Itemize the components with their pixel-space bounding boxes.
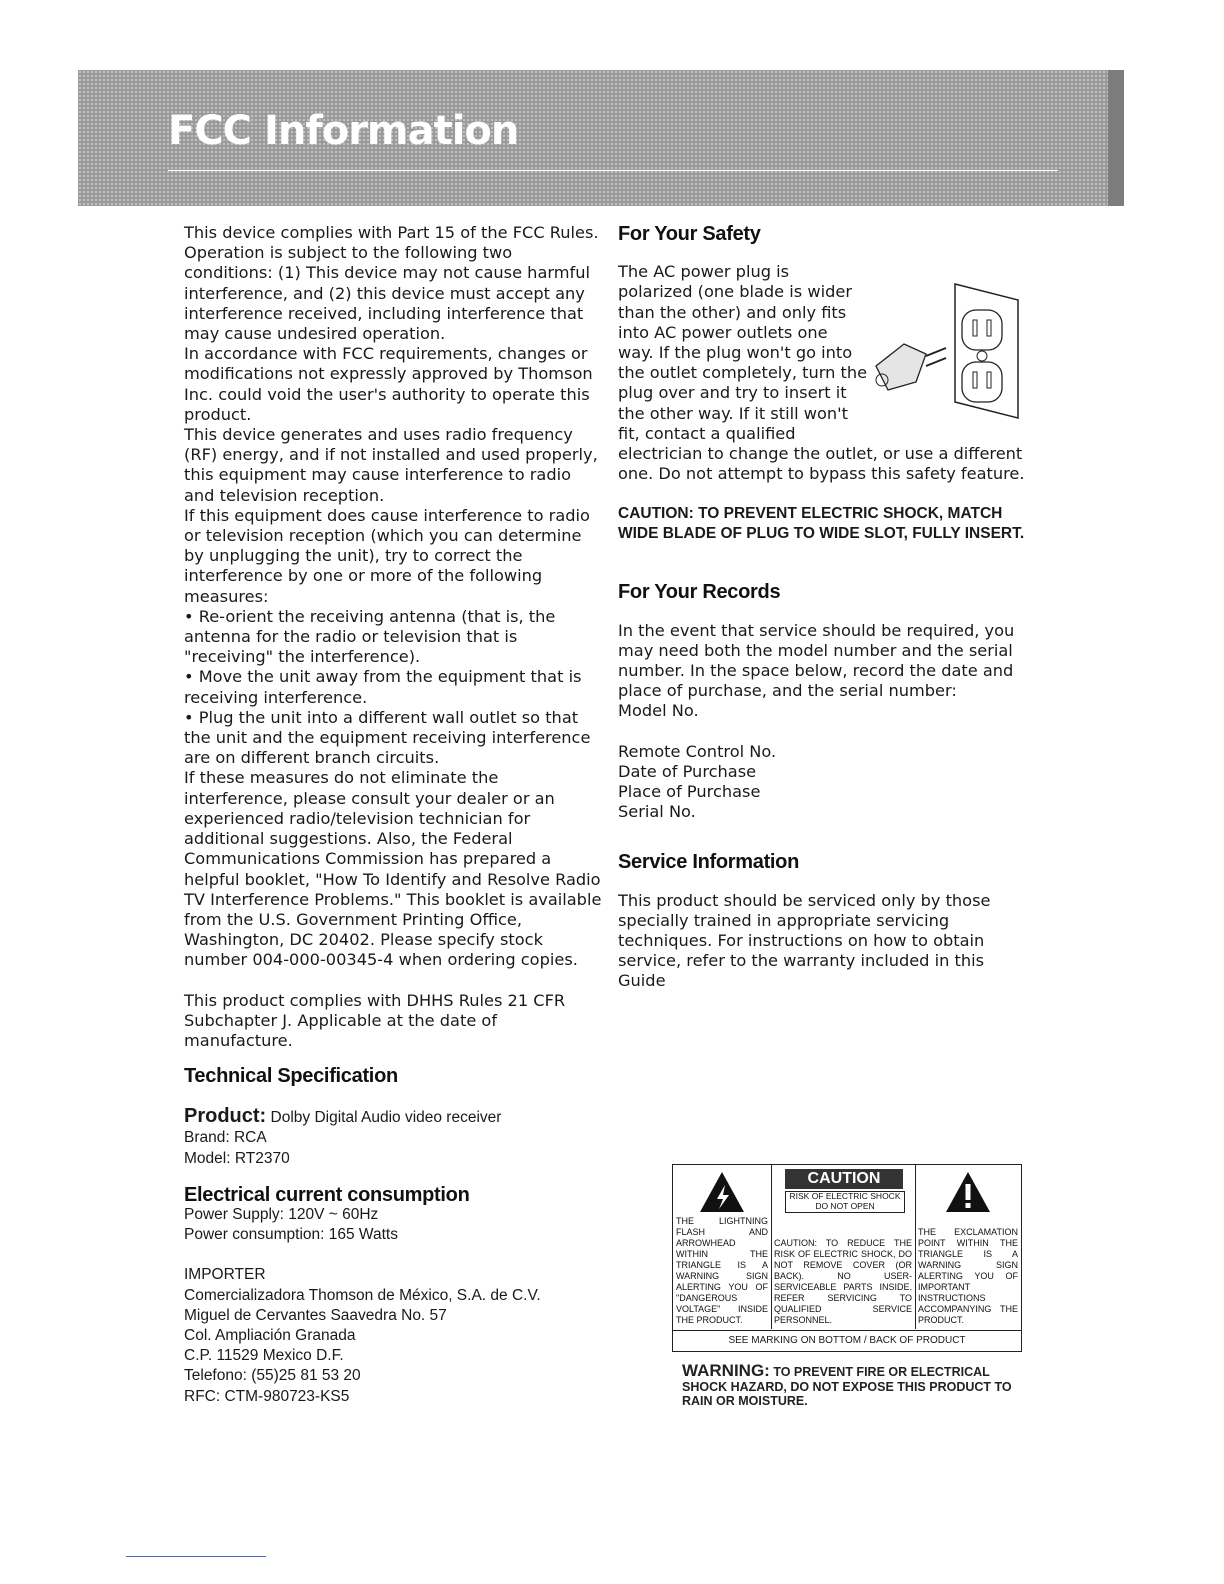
caution-sub-line: DO NOT OPEN	[815, 1200, 875, 1211]
caution-subtitle	[785, 1191, 905, 1213]
electrical-heading: Electrical current consumption	[184, 1183, 470, 1206]
service-text: This product should be serviced only by those specially trained in appropriate servicing techniques. For instructions on how to obtain service, refer to the warranty included in this Guide	[618, 890, 991, 991]
spacer	[618, 244, 1028, 262]
warning-text: TO PREVENT FIRE OR ELECTRICAL SHOCK HAZARD, DO NOT EXPOSE THIS PRODUCT TO RAIN OR MOISTURE.	[682, 1365, 1012, 1408]
caution-footer: SEE MARKING ON BOTTOM / BACK OF PRODUCT	[673, 1330, 1021, 1351]
dhhs-paragraph: This product complies with DHHS Rules 21 CFR Subchapter J. Applicable at the date of manufacture.	[184, 990, 566, 1050]
caution-text-body: CAUTION: TO REDUCE THE RISK OF ELECTRIC SHOCK, DO NOT REMOVE COVER (OR BACK). NO USER-SERVICEABLE PARTS INSIDE. REFER SERVICING TO QUALIFIED SERVICE PERSONNEL.	[774, 1238, 912, 1325]
measure-item: • Re-orient the receiving antenna (that is, the antenna for the radio or television that is "receiving" the interference).	[184, 606, 556, 667]
spacer	[184, 1169, 604, 1185]
exclamation-triangle-icon	[945, 1171, 991, 1213]
page-title: FCC Information	[168, 108, 519, 154]
caution-label-box	[672, 1164, 1022, 1352]
rf-energy-paragraph: This device generates and uses radio frequency (RF) energy, and if not installed and used properly, this equipment may cause interference to radio and television reception.	[184, 425, 598, 505]
importer-line: Miguel de Cervantes Saavedra No. 57	[184, 1306, 447, 1324]
importer-line: Comercializadora Thomson de México, S.A. de C.V.	[184, 1286, 541, 1304]
banner-underline	[168, 170, 1058, 171]
importer-line: Col. Ampliación Granada	[184, 1327, 356, 1345]
warning-label: WARNING:	[682, 1361, 770, 1380]
lightning-text: THE LIGHTNING FLASH AND ARROWHEAD WITHIN THE TRIANGLE IS A WARNING SIGN ALERTING YOU OF "DANGEROUS VOLTAGE" INSIDE THE PRODUCT.	[676, 1216, 768, 1325]
interference-paragraph: If this equipment does cause interference to radio or television reception (which you can determine by unplugging the unit), try to correct the interference by one or more of the following measures:	[184, 505, 590, 606]
measure-item: • Move the unit away from the equipment that is receiving interference.	[184, 667, 582, 707]
spacer	[184, 971, 604, 991]
power-supply: Power Supply: 120V ~ 60Hz	[184, 1206, 379, 1224]
model-field: Model No.	[618, 701, 699, 721]
lightning-column	[673, 1165, 772, 1329]
warning-notice	[682, 1361, 1022, 1409]
importer-line: Telefono: (55)25 81 53 20	[184, 1367, 361, 1385]
spec-heading: Technical Specification	[184, 1065, 398, 1087]
records-text: In the event that service should be required, you may need both the model number and the serial number. In the space below, record the date and place of purchase, and the serial number:	[618, 620, 1015, 701]
product-label: Product:	[184, 1105, 267, 1128]
banner-edge	[1108, 70, 1124, 206]
power-consumption: Power consumption: 165 Watts	[184, 1226, 398, 1244]
model-line: Model: RT2370	[184, 1149, 290, 1167]
brand-line: Brand: RCA	[184, 1129, 267, 1147]
importer-label: IMPORTER	[184, 1266, 266, 1284]
importer-line: RFC: CTM-980723-KS5	[184, 1387, 350, 1405]
product-value: Dolby Digital Audio video receiver	[270, 1109, 502, 1127]
caution-sub-line: RISK OF ELECTRIC SHOCK	[789, 1191, 901, 1201]
caution-text: CAUTION: TO PREVENT ELECTRIC SHOCK, MATCH WIDE BLADE OF PLUG TO WIDE SLOT, FULLY INSERT.	[618, 505, 1025, 543]
exclamation-column	[915, 1165, 1021, 1329]
date-field: Date of Purchase	[618, 761, 757, 781]
remote-field: Remote Control No.	[618, 741, 777, 761]
spacer	[618, 722, 1028, 742]
booklet-paragraph: If these measures do not eliminate the interference, please consult your dealer or an experienced radio/television technician for additional suggestions. Also, the Federal Communications Commission has prepared a helpful booklet, "How To Identify and Resolve Radio TV Interference Problems." This booklet is available from the U.S. Government Printing Office, Washington, DC 20402. Please specify stock number 004-000-00345-4 when ordering copies.	[184, 768, 602, 970]
serial-field: Serial No.	[618, 802, 696, 822]
importer-line: C.P. 11529 Mexico D.F.	[184, 1347, 344, 1365]
spacer	[184, 1245, 604, 1265]
place-field: Place of Purchase	[618, 782, 761, 802]
compliance-paragraph: This device complies with Part 15 of the FCC Rules. Operation is subject to the following two conditions: (1) This device may not cause harmful interference, and (2) this device must accept any interference received, including interference that may cause undesired operation.	[184, 223, 599, 344]
measure-item: • Plug the unit into a different wall outlet so that the unit and the equipment receiving interference are on different branch circuits.	[184, 707, 591, 768]
safety-text-body: The AC power plug is polarized (one blade is wider than the other) and only fits into AC power outlets one way. If the plug won't go into the outlet completely, turn the plug over and try to insert it the other way. If it still won't fit, contact a qualified electrician to change the outlet, or use a different one. Do not attempt to bypass this safety feature.	[618, 262, 1025, 484]
caution-center-column	[771, 1165, 916, 1329]
fcc-compliance-column	[184, 223, 604, 1051]
spacer	[618, 822, 1028, 852]
spacer	[618, 603, 1028, 621]
caution-title: CAUTION	[785, 1169, 903, 1189]
spacer	[184, 1086, 604, 1106]
safety-heading: For Your Safety	[618, 223, 761, 245]
records-heading: For Your Records	[618, 581, 781, 604]
service-heading: Service Information	[618, 851, 800, 874]
lightning-triangle-icon	[699, 1171, 745, 1213]
modifications-paragraph: In accordance with FCC requirements, changes or modifications not expressly approved by Thomson Inc. could void the user's authority to operate this product.	[184, 344, 593, 424]
spacer	[618, 873, 1028, 891]
polarized-outlet-icon	[870, 282, 1020, 432]
footer-rule	[126, 1556, 266, 1557]
spacer	[618, 484, 1028, 504]
spacer	[618, 544, 1028, 582]
product-line	[184, 1106, 604, 1128]
exclamation-text: THE EXCLAMATION POINT WITHIN THE TRIANGLE IS A WARNING SIGN ALERTING YOU OF IMPORTANT INSTRUCTIONS ACCOMPANYING THE PRODUCT.	[918, 1227, 1018, 1325]
technical-specification	[184, 1066, 604, 1407]
